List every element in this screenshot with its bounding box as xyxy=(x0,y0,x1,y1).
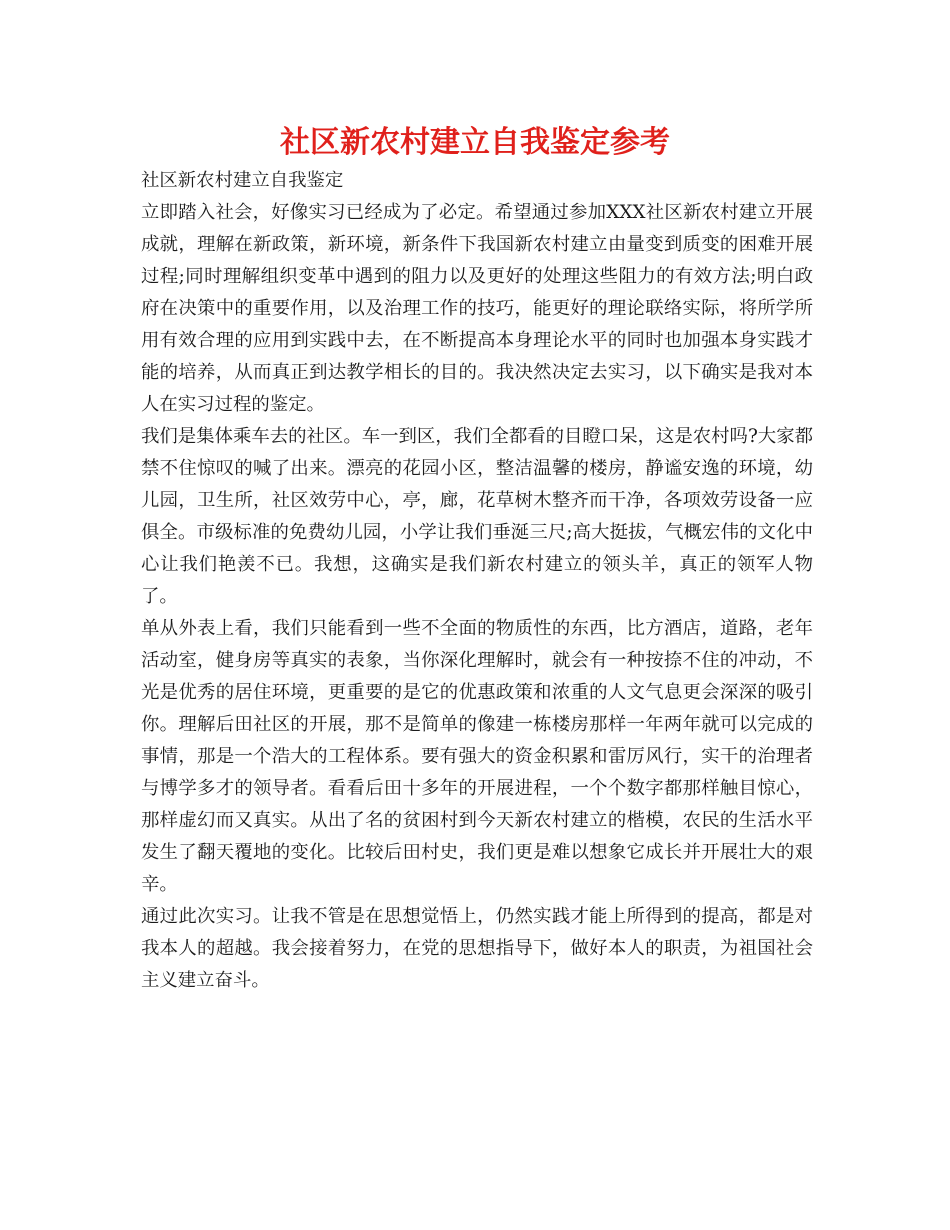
paragraph-4: 通过此次实习。让我不管是在思想觉悟上，仍然实践才能上所得到的提高，都是对我本人的超越。我会接着努力，在党的思想指导下，做好本人的职责，为祖国社会主义建立奋斗。 xyxy=(141,906,813,991)
paragraph-3: 单从外表上看，我们只能看到一些不全面的物质性的东西，比方酒店，道路，老年活动室，健身房等真实的表象，当你深化理解时，就会有一种按捺不住的冲动，不光是优秀的居住环境，更重要的是它的优惠政策和浓重的人文气息更会深深的吸引你。理解后田社区的开展，那不是简单的像建一栋楼房那样一年两年就可以完成的事情，那是一个浩大的工程体系。要有强大的资金积累和雷厉风行，实干的治理者与博学多才的领导者。看看后田十多年的开展进程，一个个数字都那样触目惊心，那样虚幻而又真实。从出了名的贫困村到今天新农村建立的楷模，农民的生活水平发生了翻天覆地的变化。比较后田村史，我们更是难以想象它成长并开展壮大的艰辛。 xyxy=(141,618,813,895)
paragraph-2: 我们是集体乘车去的社区。车一到区，我们全都看的目瞪口呆，这是农村吗?大家都禁不住惊叹的喊了出来。漂亮的花园小区，整洁温馨的楼房，静谧安逸的环境，幼儿园，卫生所，社区效劳中心，亭，廊，花草树木整齐而干净，各项效劳设备一应俱全。市级标准的免费幼儿园，小学让我们垂涎三尺;高大挺拔，气概宏伟的文化中心让我们艳羡不已。我想，这确实是我们新农村建立的领头羊，真正的领军人物了。 xyxy=(141,426,813,607)
document-body xyxy=(141,165,813,997)
document-title: 社区新农村建立自我鉴定参考 xyxy=(280,125,670,160)
document-subtitle: 社区新农村建立自我鉴定 xyxy=(141,170,344,191)
paragraph-1: 立即踏入社会，好像实习已经成为了必定。希望通过参加XXX社区新农村建立开展成就，理解在新政策，新环境，新条件下我国新农村建立由量变到质变的困难开展过程;同时理解组织变革中遇到的阻力以及更好的处理这些阻力的有效方法;明白政府在决策中的重要作用，以及治理工作的技巧，能更好的理论联络实际，将所学所用有效合理的应用到实践中去，在不断提高本身理论水平的同时也加强本身实践才能的培养，从而真正到达教学相长的目的。我决然决定去实习，以下确实是我对本人在实习过程的鉴定。 xyxy=(141,202,813,415)
